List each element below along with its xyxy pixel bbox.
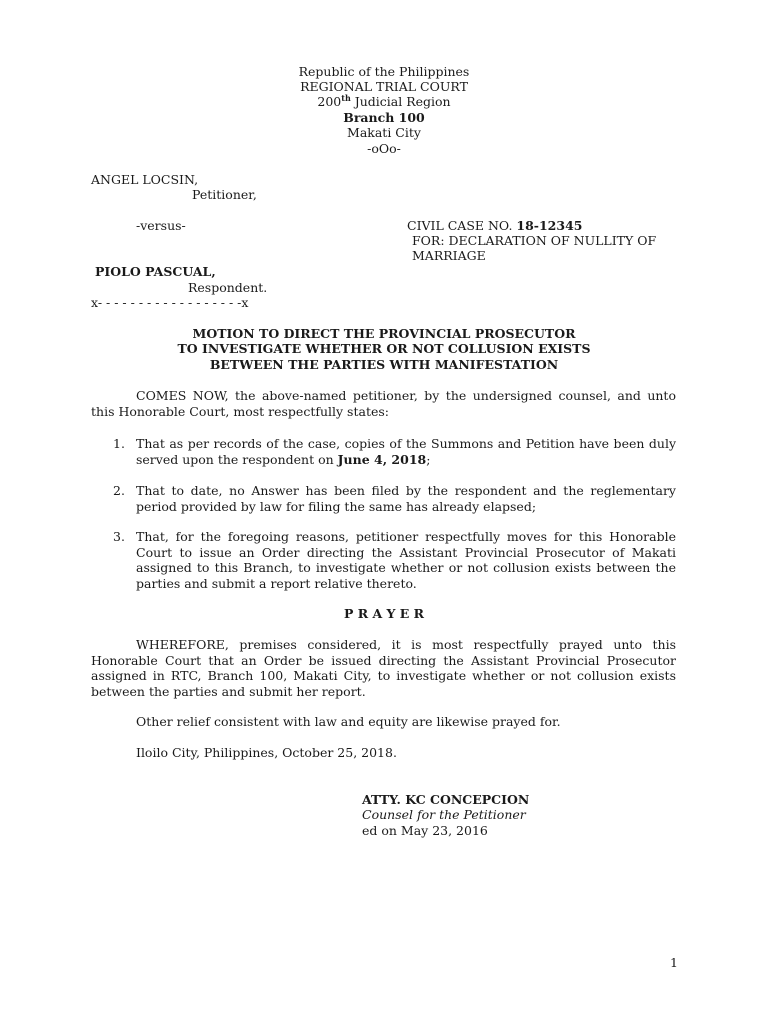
signature-extra-line: ed on May 23, 2016	[362, 823, 488, 838]
case-number: 18-12345	[516, 218, 583, 233]
branch-line: Branch 100	[343, 110, 425, 125]
city-line: Makati City	[347, 125, 421, 140]
case-nature-line1: FOR: DECLARATION OF NULLITY OF	[412, 233, 657, 248]
motion-title-line2: TO INVESTIGATE WHETHER OR NOT COLLUSION EXISTS	[177, 341, 591, 356]
prayer-heading: P R A Y E R	[343, 606, 425, 621]
item-3-text: That, for the foregoing reasons, petitioner respectfully moves for this Honorable Court to issue an Order directing the Assistant Provincial Prosecutor of Makati assigned to this Branch, to investigate whether or not collusion exists between the parties and submit a report relative thereto.	[136, 529, 676, 591]
item-1-text: That as per records of the case, copies of the Summons and Petition have been duly served upon the respondent on June 4, 2018;	[136, 436, 676, 467]
republic-line: Republic of the Philippines	[298, 64, 470, 79]
case-label: CIVIL CASE NO.	[407, 218, 517, 233]
judicial-region	[0, 94, 768, 110]
motion-title-line1: MOTION TO DIRECT THE PROVINCIAL PROSECUTOR	[192, 326, 576, 341]
wherefore-paragraph: WHEREFORE, premises considered, it is most respectfully prayed unto this Honorable Court that an Order be issued directing the Assistant Provincial Prosecutor assigned in RTC, Branch 100, Makati City, to investigate whether or not collusion exists between the parties and submit her report.	[91, 637, 676, 699]
item-2-text: That to date, no Answer has been filed by the respondent and the reglementary period provided by law for filing the same has already elapsed;	[136, 483, 676, 514]
region-suffix: th	[341, 92, 351, 103]
petitioner-name: ANGEL LOCSIN,	[91, 172, 199, 187]
counsel-name: ATTY. KC CONCEPCION	[362, 792, 530, 807]
item-1-number: 1.	[113, 436, 125, 451]
petitioner-role: Petitioner,	[192, 187, 257, 202]
intro-paragraph: COMES NOW, the above-named petitioner, by the undersigned counsel, and unto this Honorable Court, most respectfully states:	[91, 388, 676, 419]
caption-separator: x- - - - - - - - - - - - - - - - - -x	[91, 295, 249, 310]
ornament: -oOo-	[367, 141, 401, 156]
motion-title-line3: BETWEEN THE PARTIES WITH MANIFESTATION	[209, 357, 559, 372]
item-3-number: 3.	[113, 529, 125, 544]
case-nature-line2: MARRIAGE	[412, 248, 486, 263]
respondent-role: Respondent.	[188, 280, 268, 295]
respondent-name: PIOLO PASCUAL,	[95, 264, 216, 279]
page-number: 1	[670, 955, 678, 970]
item-2-number: 2.	[113, 483, 125, 498]
region-text: Judicial Region	[350, 94, 451, 109]
region-number: 200	[317, 94, 342, 109]
case-number-line	[407, 218, 582, 234]
versus-label: -versus-	[136, 218, 186, 233]
served-date: June 4, 2018	[337, 451, 427, 467]
court-name: REGIONAL TRIAL COURT	[300, 79, 468, 94]
counsel-role: Counsel for the Petitioner	[362, 807, 526, 822]
other-relief-line: Other relief consistent with law and equity are likewise prayed for.	[136, 714, 561, 729]
place-date-line: Iloilo City, Philippines, October 25, 2018.	[136, 745, 397, 760]
